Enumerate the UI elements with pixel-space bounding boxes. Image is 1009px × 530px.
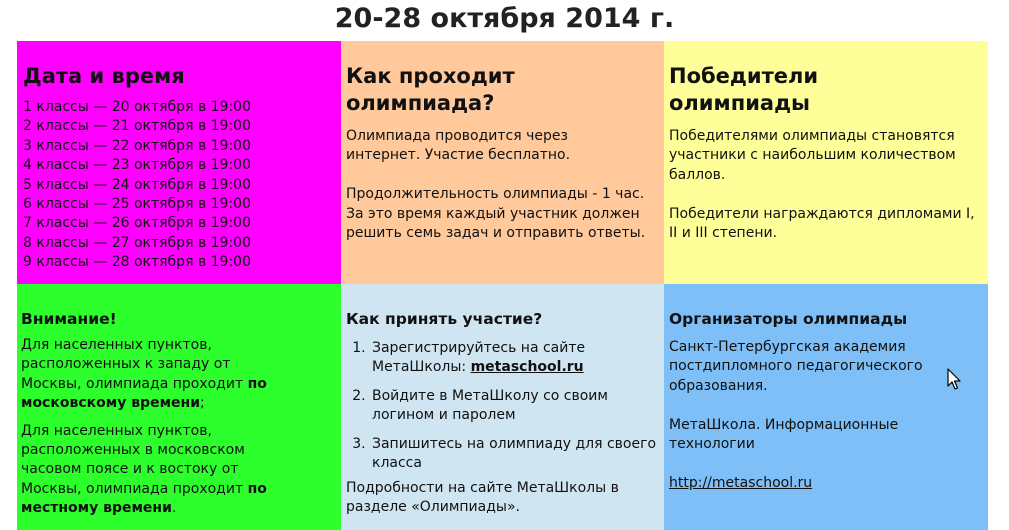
organizers-text xyxy=(669,338,969,493)
how-to-join-panel xyxy=(341,284,664,530)
how-it-works-paragraph: Олимпиада проводится через интернет. Участие бесплатно. xyxy=(346,128,571,164)
attention-text-part: . xyxy=(171,500,177,517)
step-item: 3. Запишитесь на олимпиаду для своего класса xyxy=(370,435,658,474)
winners-text xyxy=(669,127,987,243)
schedule-item: 3 классы — 22 октября в 19:00 xyxy=(23,137,251,154)
how-it-works-panel xyxy=(341,41,664,284)
attention-text-part: ; xyxy=(200,395,205,412)
mouse-cursor-icon xyxy=(947,368,963,392)
how-it-works-heading: Как проходит олимпиада? xyxy=(346,64,515,115)
attention-panel xyxy=(17,284,341,530)
local-time-emphasis: по местному времени xyxy=(21,480,267,517)
schedule-item: 6 классы — 25 октября в 19:00 xyxy=(23,196,251,213)
step-text: Зарегистрируйтесь на сайте МетаШколы: xyxy=(372,340,586,376)
winners-paragraph: Победителями олимпиады становятся участники с наибольшим количеством баллов. xyxy=(669,128,956,183)
how-it-works-paragraph: Продолжительность олимпиады - 1 час. За это время каждый участник должен решить семь задач и отправить ответы. xyxy=(346,186,646,242)
winners-panel xyxy=(664,41,988,284)
attention-heading: Внимание! xyxy=(21,310,117,328)
schedule-item: 7 классы — 26 октября в 19:00 xyxy=(23,215,251,232)
steps-container xyxy=(341,339,658,482)
details-note: Подробности на сайте МетаШколы в разделе «Олимпиады». xyxy=(346,480,619,516)
how-to-join-heading: Как принять участие? xyxy=(346,310,543,328)
page-title: 20-28 октября 2014 г. xyxy=(334,3,675,34)
winners-paragraph: Победители награждаются дипломами I, II и III степени. xyxy=(669,205,975,242)
schedule-item: 8 классы — 27 октября в 19:00 xyxy=(23,234,251,251)
date-time-heading: Дата и время xyxy=(23,64,185,88)
metaschool-link[interactable]: metaschool.ru xyxy=(470,359,584,376)
schedule-item: 1 классы — 20 октября в 19:00 xyxy=(23,99,251,115)
attention-text-part: Для населенных пунктов, расположенных к западу от Москвы, олимпиада проходит xyxy=(21,337,248,392)
schedule-list xyxy=(23,98,251,273)
organizers-paragraph: Санкт-Петербургская академия постдипломного педагогического образования. xyxy=(669,339,923,394)
step-item: 2. Войдите в МетаШколу со своим логином и паролем xyxy=(370,387,658,426)
organizers-link[interactable]: http://metaschool.ru xyxy=(669,474,813,491)
schedule-item: 2 классы — 21 октября в 19:00 xyxy=(23,118,251,135)
moscow-time-emphasis: по московскому времени xyxy=(21,375,267,412)
organizers-paragraph: МетаШкола. Информационные технологии xyxy=(669,416,899,453)
organizers-heading: Организаторы олимпиады xyxy=(669,310,908,328)
schedule-item: 5 классы — 24 октября в 19:00 xyxy=(23,176,251,193)
attention-text xyxy=(21,336,283,519)
attention-paragraph xyxy=(21,336,283,414)
step-item xyxy=(370,339,658,378)
date-time-panel xyxy=(17,41,341,284)
attention-paragraph xyxy=(21,422,283,519)
schedule-item: 9 классы — 28 октября в 19:00 xyxy=(23,254,251,271)
how-it-works-text xyxy=(346,127,646,243)
schedule-item: 4 классы — 23 октября в 19:00 xyxy=(23,157,251,174)
winners-heading: Победители олимпиады xyxy=(669,64,819,115)
steps-list xyxy=(341,339,658,473)
organizers-panel xyxy=(664,284,988,530)
attention-text-part: Для населенных пунктов, расположенных в московском часовом поясе и к востоку от Москвы, олимпиада проходит xyxy=(21,422,248,497)
